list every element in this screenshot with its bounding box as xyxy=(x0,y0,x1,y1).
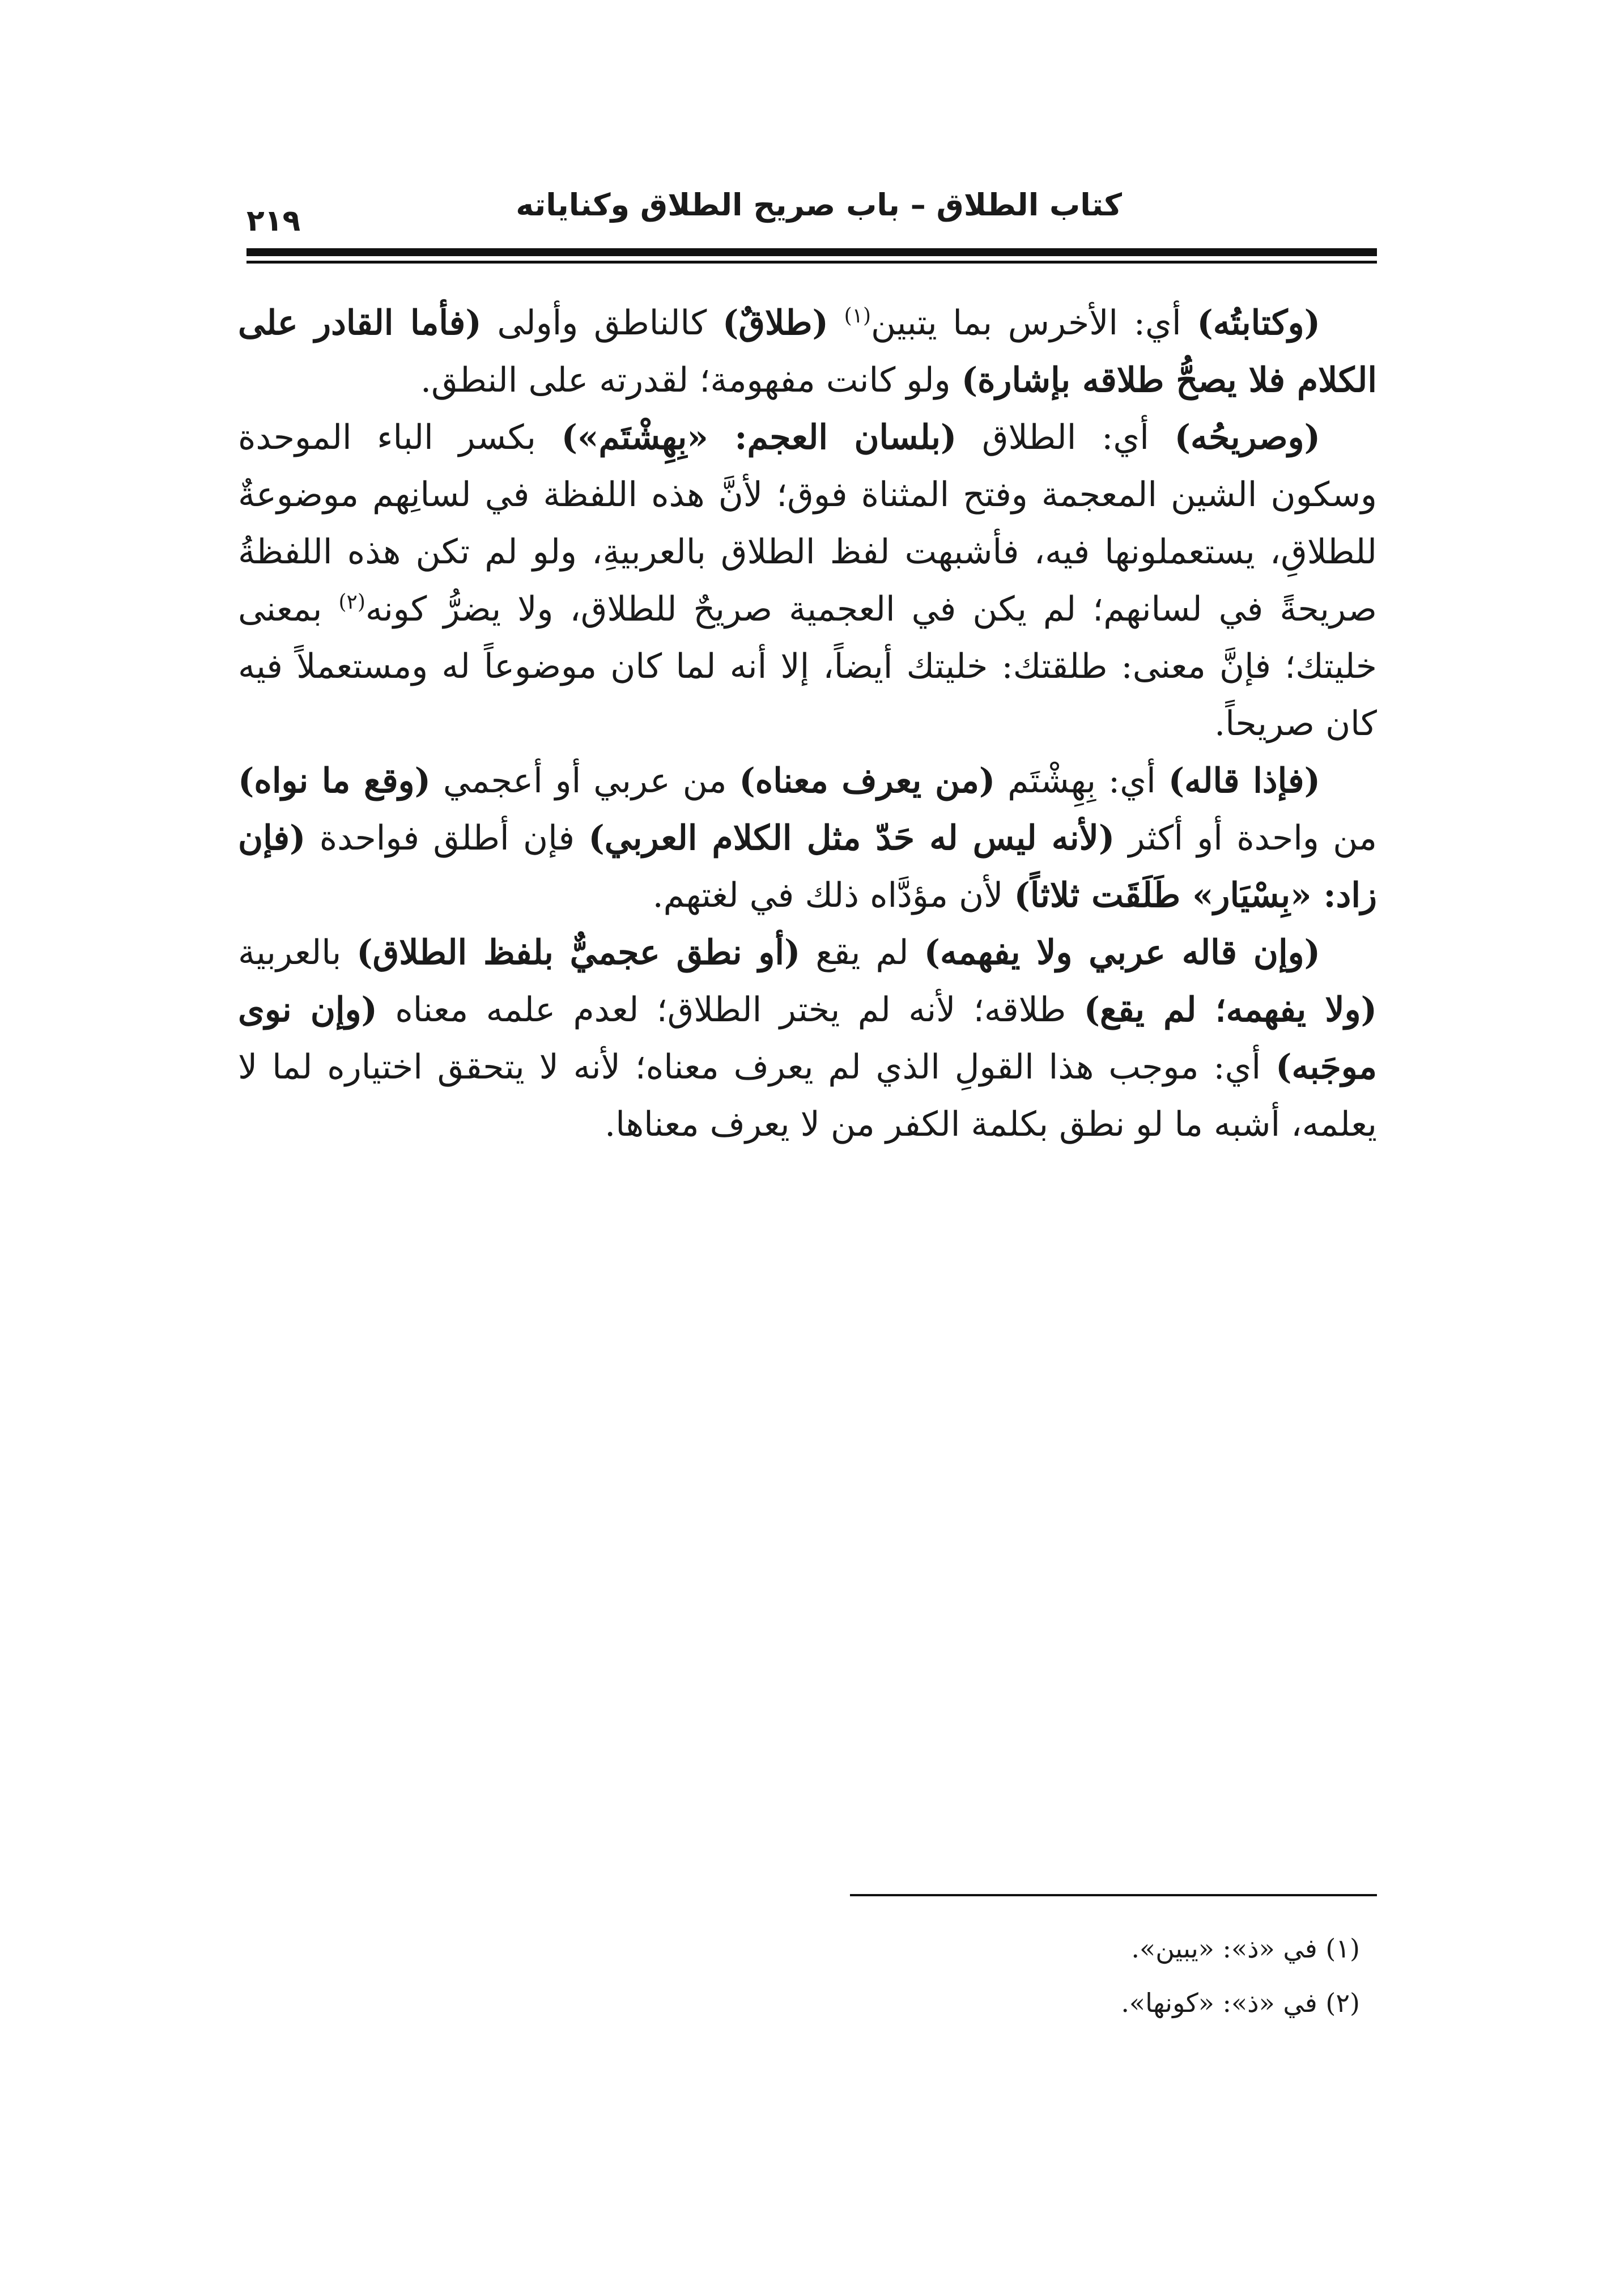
page-header xyxy=(246,187,1377,238)
footnote-ref: (٢) xyxy=(338,591,365,614)
matn-text: (وإن قاله عربي ولا يفهمه) xyxy=(924,933,1320,973)
footnotes xyxy=(680,1921,1360,2030)
commentary-text: ولو كانت مفهومة؛ لقدرته على النطق. xyxy=(420,360,962,400)
main-text xyxy=(238,295,1377,1153)
matn-text: (وإن نوى موجَبه) xyxy=(238,990,1377,1087)
commentary-text: أي: بِهِشْتَم xyxy=(995,761,1168,801)
commentary-text: بالعربية xyxy=(238,933,357,973)
commentary-text: بكسر الباء الموحدة وسكون الشين المعجمة وفتح المثناة فوق؛ لأنَّ هذه اللفظة في لسانِهم موضوعةٌ للطلاقِ، يستعملونها فيه، فأشبهت لفظ الطلاق بالعربيةِ، ولو لم تكن هذه اللفظةُ صريحةً في لسانهم؛ لم يكن في العجمية صريحٌ للطلاق، ولا يضرُّ كونه xyxy=(238,418,1377,629)
commentary-text: أي: موجب هذا القولِ الذي لم يعرف معناه؛ لأنه لا يتحقق اختياره لما لا يعلمه، أشبه ما لو نطق بكلمة الكفر من لا يعرف معناها. xyxy=(238,1047,1377,1144)
commentary-text: طلاقه؛ لأنه لم يختر الطلاق؛ لعدم علمه معناه xyxy=(377,990,1084,1030)
matn-text: (وقع ما نواه) xyxy=(238,761,431,801)
matn-text: (ولا يفهمه؛ لم يقع) xyxy=(1083,990,1377,1030)
commentary-text: كالناطق وأولى xyxy=(481,303,723,343)
commentary-text: من واحدة أو أكثر xyxy=(1115,818,1378,858)
commentary-text: لأن مؤدَّاه ذلك في لغتهم. xyxy=(652,876,1014,915)
footnote-ref: (١) xyxy=(844,304,871,328)
commentary-text: لم يقع xyxy=(800,933,924,973)
matn-text: (فأما القادر على الكلام فلا يصحُّ طلاقه بإشارة) xyxy=(238,303,1377,400)
header-rule-thick xyxy=(246,248,1377,256)
matn-text: (فإذا قاله) xyxy=(1168,761,1320,801)
paragraph-1 xyxy=(238,295,1377,409)
commentary-text: بمعنى خليتك؛ فإنَّ معنى: طلقتك: خليتك أيضاً، إلا أنه لما كان موضوعاً له ومستعملاً فيه كان صريحاً. xyxy=(238,589,1378,744)
matn-text: (من يعرف معناه) xyxy=(739,761,996,801)
matn-text: (بلسان العجم: «بِهِشْتَم») xyxy=(561,418,957,457)
paragraph-3 xyxy=(238,753,1377,924)
commentary-text: من عربي أو أعجمي xyxy=(431,761,739,801)
footnote-2: (٢) في «ذ»: «كونها». xyxy=(1121,1988,1360,2018)
commentary-text: أي: الطلاق xyxy=(956,418,1175,457)
commentary-text xyxy=(828,303,844,343)
paragraph-4 xyxy=(238,924,1377,1153)
footnote-1: (١) في «ذ»: «يبين». xyxy=(1131,1933,1360,1964)
header-rule-thin xyxy=(246,261,1377,264)
matn-text: (طلاقٌ) xyxy=(722,303,828,343)
matn-text: (وصريحُه) xyxy=(1174,418,1320,457)
matn-text: (فإن زاد: «بِسْيَار» طَلَقَت ثلاثاً) xyxy=(238,818,1377,915)
commentary-text: فإن أطلق فواحدة xyxy=(305,818,589,858)
running-title: كتاب الطلاق – باب صريح الطلاق وكناياته xyxy=(516,187,1122,223)
paragraph-2 xyxy=(238,409,1377,753)
page-number: ٢١٩ xyxy=(246,204,301,238)
matn-text: (لأنه ليس له حَدّ مثل الكلام العربي) xyxy=(588,818,1115,858)
footnote-separator xyxy=(850,1894,1377,1896)
commentary-text: أي: الأخرس بما يتبين xyxy=(871,303,1197,343)
matn-text: (وكتابتُه) xyxy=(1197,303,1320,343)
matn-text: (أو نطق عجميٌّ بلفظ الطلاق) xyxy=(356,933,801,973)
